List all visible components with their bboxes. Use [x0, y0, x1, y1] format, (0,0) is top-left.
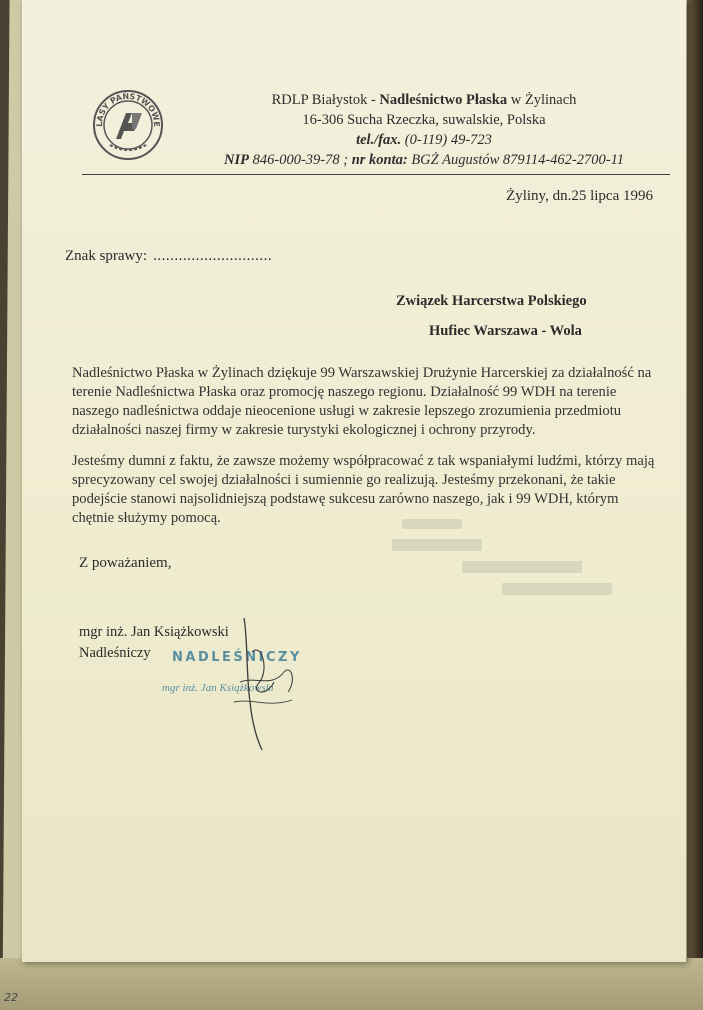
- signer-name: mgr inż. Jan Książkowski: [79, 624, 229, 640]
- letterhead: [204, 90, 644, 170]
- lasy-panstwowe-logo-icon: [92, 89, 164, 161]
- phone-value: (0-119) 49-723: [401, 132, 492, 148]
- page-number: 22: [4, 991, 18, 1004]
- body-paragraph-1: Nadleśnictwo Płaska w Żylinach dziękuje 99 Warszawskiej Drużynie Harcerskiej za działalność na terenie Nadleśnictwa Płaska oraz promocję naszego regionu. Działalność 99 WDH na terenie naszego nadleśnictwa oddaje nieocenione usługi w zakresie lepszego zrozumienia przedmiotu działalności naszej firmy w zakresie turystyki ekologicznej i ochrony przyrody.: [72, 365, 652, 438]
- faint-stamp-imprint-icon: [372, 505, 632, 605]
- letterhead-line-1: [204, 90, 644, 110]
- letter-date: Żyliny, dn.25 lipca 1996: [506, 188, 653, 204]
- phone-label: tel./fax.: [356, 132, 402, 148]
- nip-value: 846-000-39-78 ;: [248, 152, 352, 168]
- recipient-line-1: Związek Harcerstwa Polskiego: [396, 293, 587, 309]
- account-value: BGŻ Augustów 879114-462-2700-11: [407, 152, 624, 168]
- letterhead-divider: [82, 174, 670, 175]
- signer-title: Nadleśniczy: [79, 645, 151, 661]
- nip-label: NIP: [224, 152, 249, 168]
- reference-line: [65, 248, 272, 265]
- stamp-title: NADLEŚNICZY: [172, 650, 302, 665]
- letterhead-address: 16-306 Sucha Rzeczka, suwalskie, Polska: [302, 112, 546, 128]
- binder-edge: [687, 0, 703, 1010]
- account-label: nr konta:: [351, 152, 408, 168]
- letterhead-location: w Żylinach: [507, 92, 577, 108]
- page-bottom-edge: [0, 958, 703, 1010]
- stamp-name: mgr inż. Jan Książkowski: [162, 682, 274, 694]
- svg-text:LASY PAŃSTWOWE: LASY PAŃSTWOWE: [94, 91, 162, 127]
- recipient-line-2: Hufiec Warszawa - Wola: [429, 323, 582, 339]
- body-paragraph-2: Jesteśmy dumni z faktu, że zawsze możemy współpracować z tak wspaniałymi ludźmi, którzy mają sprecyzowany cel swojej działalności i sumiennie go realizują. Jesteśmy przekonani, że takie podejście stanowi najsolidniejszą podstawę sukcesu zarówno naszego, jak i 99 WDH, którym chętnie służymy pomocą.: [72, 453, 655, 526]
- letterhead-phone: [204, 130, 644, 150]
- handwritten-signature-icon: [222, 612, 322, 752]
- reference-placeholder: ............................: [153, 248, 273, 264]
- letter-page: [22, 0, 686, 962]
- reference-label: Znak sprawy:: [65, 248, 148, 264]
- letterhead-nip-account: [204, 150, 644, 170]
- recipient-block: [396, 286, 587, 346]
- closing-salutation: Z poważaniem,: [79, 555, 172, 571]
- letterhead-region: RDLP Białystok -: [271, 92, 380, 108]
- letterhead-org-name: Nadleśnictwo Płaska: [379, 92, 508, 108]
